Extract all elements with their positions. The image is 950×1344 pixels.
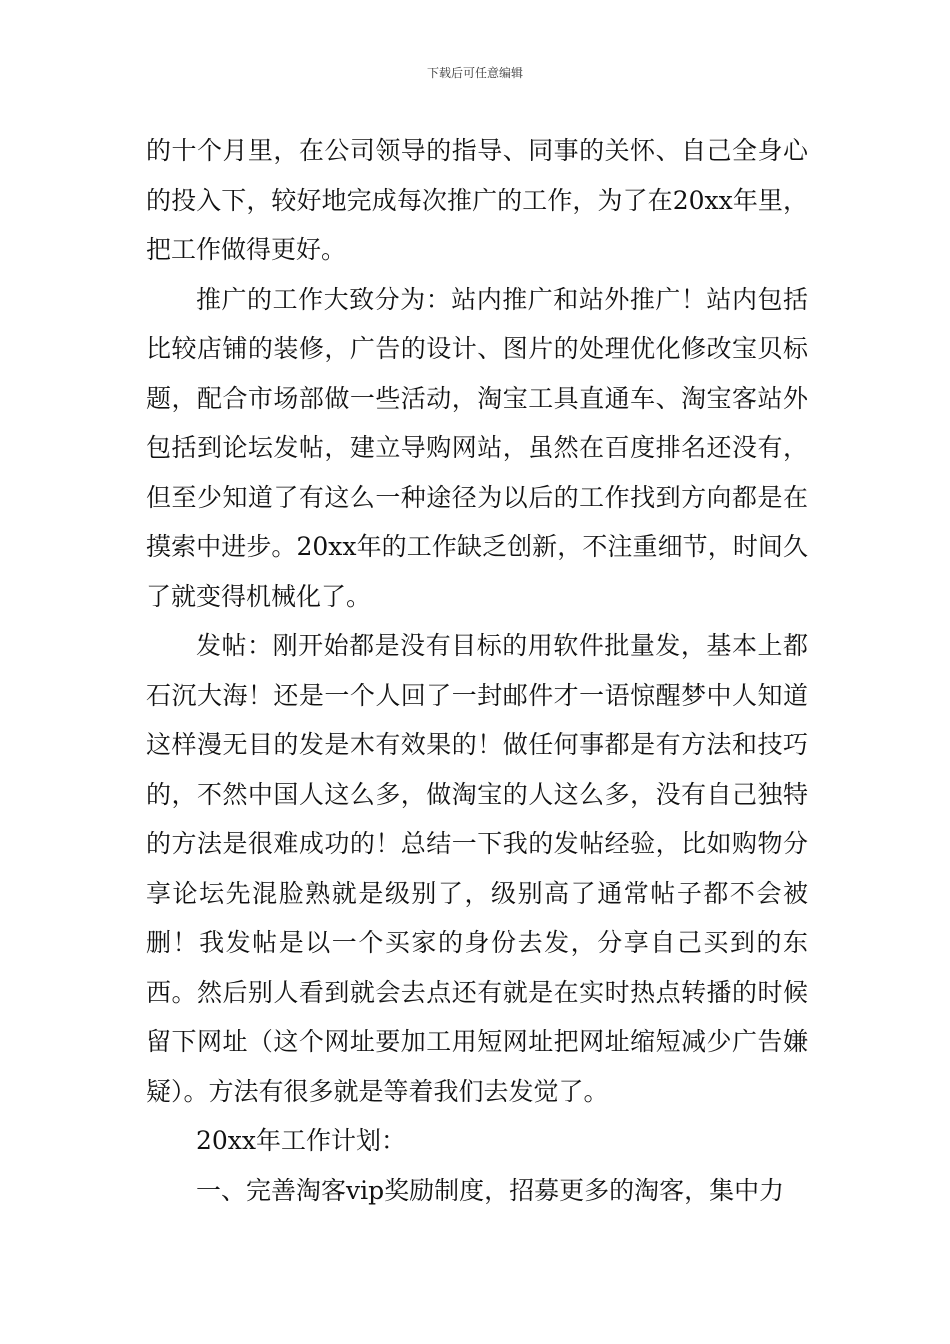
paragraph-2: 推广的工作大致分为：站内推广和站外推广！站内包括比较店铺的装修，广告的设计、图片的处理优化修改宝贝标题，配合市场部做一些活动，淘宝工具直通车、淘宝客站外包括到论坛发帖，建立导购网站，虽然在百度排名还没有，但至少知道了有这么一种途径为以后的工作找到方向都是在摸索中进步。20xx年的工作缺乏创新，不注重细节，时间久了就变得机械化了。 [146,284,808,611]
paragraph-1: 的十个月里，在公司领导的指导、同事的关怀、自己全身心的投入下，较好地完成每次推广的工作，为了在20xx年里，把工作做得更好。 [146,136,808,264]
paragraph-4: 20xx年工作计划： [196,1126,407,1155]
paragraph-3: 发帖：刚开始都是没有目标的用软件批量发，基本上都石沉大海！还是一个人回了一封邮件才一语惊醒梦中人知道这样漫无目的发是木有效果的！做任何事都是有方法和技巧的，不然中国人这么多，做淘宝的人这么多，没有自己独特的方法是很难成功的！总结一下我的发帖经验，比如购物分享论坛先混脸熟就是级别了，级别高了通常帖子都不会被删！我发帖是以一个买家的身份去发，分享自己买到的东西。然后别人看到就会去点还有就是在实时热点转播的时候留下网址（这个网址要加工用短网址把网址缩短减少广告嫌疑）。方法有很多就是等着我们去发觉了。 [146,631,808,1106]
paragraph-5: 一、完善淘客vip奖励制度，招募更多的淘客，集中力 [196,1175,785,1205]
page-header: 下载后可任意编辑 [426,66,523,80]
document-body [146,126,808,1215]
